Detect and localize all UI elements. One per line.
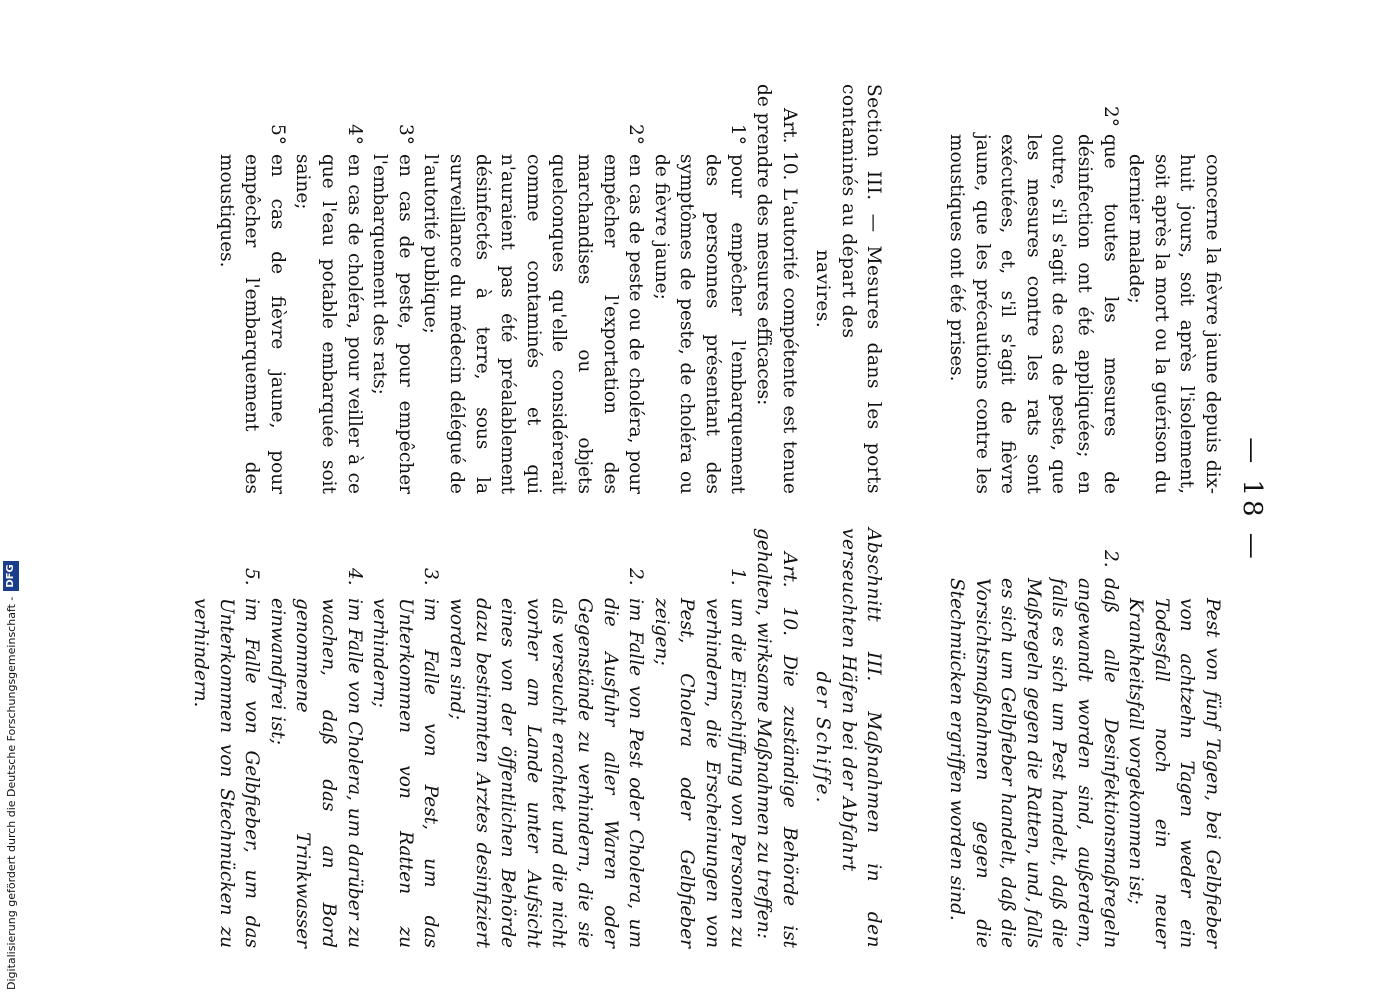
de-item-number: 2.	[625, 568, 647, 586]
fr-item-text: que toutes les mesures de désinfection ont été appliquées; en outre, s'il s'agit de cas de peste, que les mesures contre les rats sont exécutées, et, s'il s'agit de fièvre jaune, que les précautions contre les moustiques ont été prises.	[946, 134, 1121, 494]
fr-item-text: pour empêcher l'embarquement des personnes présentant des symptômes de peste, de choléra ou de fièvre jaune;	[650, 154, 749, 494]
de-list-item	[648, 528, 750, 948]
de-list-item	[443, 528, 648, 948]
fr-item-text: en cas de choléra, pour veiller à ce que l'eau potable embarquée soit saine;	[292, 154, 365, 494]
fr-continuation: concerne la fièvre jaune depuis dix-huit jours, soit après l'isolement, soit après la mort ou la guérison du dernier malade;	[1125, 154, 1223, 494]
de-article-10: Art. 10. Die zuständige Behörde ist gehalten, wirksame Maßnahmen zu treffen:	[753, 528, 800, 948]
fr-article-10: Art. 10. L'autorité compétente est tenue de prendre des mesures efficaces:	[753, 84, 800, 494]
de-list-item	[264, 528, 366, 948]
de-item-number: 2.	[1099, 550, 1121, 568]
de-item-text: im Falle von Gelbfieber, um das Unterkommen von Stechmücken zu verhindern.	[190, 598, 263, 948]
fr-item-text: en cas de fièvre jaune, pour empêcher l'embarquement des moustiques.	[215, 154, 288, 494]
spacer	[802, 528, 810, 948]
de-list-item	[187, 528, 264, 948]
fr-list-item	[290, 84, 367, 494]
fr-item-number: 3°	[394, 124, 416, 146]
de-item-text: im Falle von Pest, um das Unterkommen von Ratten zu verhindern;	[369, 598, 442, 948]
fr-list-item	[213, 84, 290, 494]
spacer	[802, 84, 810, 494]
de-item-text: um die Einschiffung von Personen zu verhindern, die Erscheinungen von Pest, Cholera oder Gelbfieber zeigen;	[650, 598, 749, 948]
footer-text: Digitalisierung gefördert durch die Deutsche Forschungsgemeinschaft -	[4, 596, 18, 990]
fr-list-item	[367, 84, 418, 494]
de-item-number: 1.	[727, 568, 749, 586]
de-section-heading	[810, 528, 887, 948]
french-column	[213, 84, 1225, 494]
digitization-footer	[0, 0, 22, 1000]
fr-item-number: 2°	[1099, 106, 1121, 128]
de-item-number: 5.	[241, 568, 263, 586]
fr-item-text: en cas de peste ou de choléra, pour empêcher l'exportation des marchandises ou objets quelconques qu'elle considérerait comme contaminés et qui n'auraient pas été préalablement désinfectés à terre, sous la surveillance du médecin délégué de l'autorité publique;	[420, 154, 647, 494]
de-item-number: 4.	[343, 568, 365, 586]
fr-item-2-desinfection	[943, 84, 1122, 494]
fr-list-item	[418, 84, 648, 494]
fr-item-text: en cas de peste, pour empêcher l'embarquement des rats;	[369, 154, 416, 494]
de-item-number: 3.	[420, 568, 442, 586]
de-item-text: im Falle von Cholera, um darüber zu wachen, daß das an Bord genommene Trinkwasser einwandfrei ist;	[266, 598, 365, 948]
fr-section-heading	[810, 84, 887, 494]
fr-item-number: 2°	[625, 124, 647, 146]
fr-section-heading-text: Section III. — Mesures dans les ports contaminés au départ des	[837, 84, 885, 494]
german-column	[187, 528, 1225, 948]
de-item-text: daß alle Desinfektionsmaßregeln angewandt worden sind, außerdem, falls es sich um Pest handelt, daß die Maßregeln gegen die Ratten, und, falls es sich um Gelbfieber handelt, daß die Vorsichtsmaßnahmen gegen die Stechmücken ergriffen worden sind.	[946, 578, 1121, 948]
de-list-item	[367, 528, 444, 948]
fr-item-number: 1°	[727, 124, 749, 146]
fr-item-number: 4°	[343, 124, 365, 146]
de-continuation: Pest von fünf Tagen, bei Gelbfieber von achtzehn Tagen weder ein Todesfall noch ein neuer Krankheitsfall vorgekommen ist;	[1125, 598, 1223, 948]
fr-item-number: 5°	[266, 124, 288, 146]
de-section-heading-tail: der Schiffe.	[812, 671, 834, 805]
spacer	[886, 84, 943, 494]
de-section-heading-text: Abschnitt III. Maßnahmen in den verseuchten Häfen bei der Abfahrt	[837, 528, 885, 948]
spacer	[886, 528, 943, 948]
dfg-logo: DFG	[3, 561, 19, 590]
fr-section-heading-tail: navires.	[812, 249, 834, 329]
de-item-text: im Falle von Pest oder Cholera, um die Ausfuhr aller Waren oder Gegenstände zu verhindern, die sie als verseucht erachtet und die nicht vorher am Lande unter Aufsicht eines von der öffentlichen Behörde dazu bestimmten Arztes desinfiziert worden sind;	[445, 598, 647, 948]
page-number: — 18 —	[1237, 437, 1267, 563]
de-item-2-desinfektion	[943, 528, 1122, 948]
fr-list-item	[648, 84, 750, 494]
